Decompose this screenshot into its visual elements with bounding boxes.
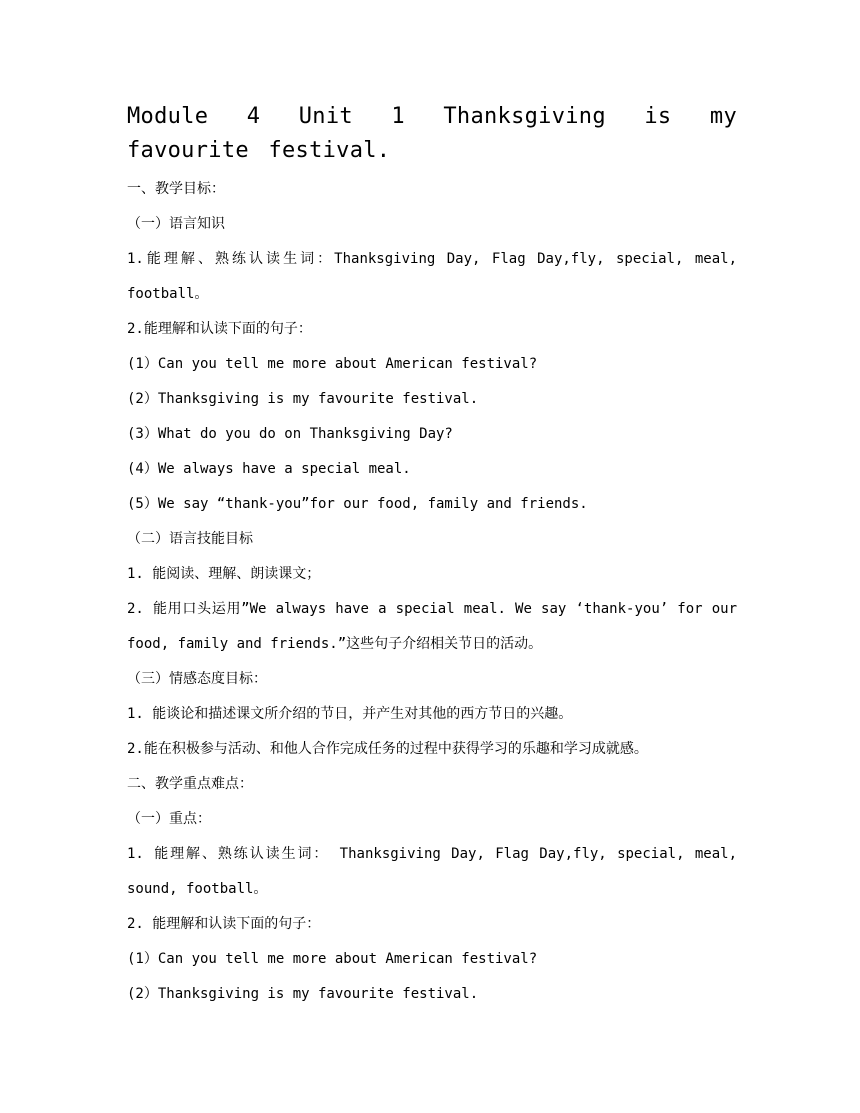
paragraph-line: 1.能理解、熟练认读生词：Thanksgiving Day, Flag Day,fly, special, meal, (127, 251, 737, 267)
paragraph-line: food, family and friends.”这些句子介绍相关节日的活动。 (127, 636, 543, 652)
paragraph-line: 2.能理解和认读下面的句子： (127, 321, 312, 337)
sentence-item: (1）Can you tell me more about American festival? (127, 951, 538, 967)
paragraph-line: 2.能在积极参与活动、和他人合作完成任务的过程中获得学习的乐趣和学习成就感。 (127, 741, 648, 757)
paragraph-line: 2. 能理解和认读下面的句子： (127, 916, 321, 932)
sentence-item: (2）Thanksgiving is my favourite festival. (127, 391, 479, 407)
subsection-heading: （一）语言知识 (127, 216, 225, 232)
subsection-heading: （三）情感态度目标： (127, 671, 267, 687)
paragraph-line: football。 (127, 286, 209, 302)
section-heading: 二、教学重点难点： (127, 776, 253, 792)
paragraph-line: 1. 能谈论和描述课文所介绍的节日，并产生对其他的西方节日的兴趣。 (127, 706, 573, 722)
document-title: Module 4 Unit 1 Thanksgiving is my favourite festival. (127, 104, 737, 163)
section-heading: 一、教学目标： (127, 181, 225, 197)
subsection-heading: （一）重点： (127, 811, 211, 827)
sentence-item: (2）Thanksgiving is my favourite festival. (127, 986, 479, 1002)
subsection-heading: （二）语言技能目标 (127, 531, 253, 547)
sentence-item: (1）Can you tell me more about American festival? (127, 356, 538, 372)
sentence-item: (4）We always have a special meal. (127, 461, 411, 477)
paragraph-line: 2. 能用口头运用”We always have a special meal. We say ‘thank-you’ for our (127, 601, 737, 617)
sentence-item: (3）What do you do on Thanksgiving Day? (127, 426, 453, 442)
sentence-item: (5）We say “thank-you”for our food, family and friends. (127, 496, 588, 512)
document-page (127, 100, 737, 1012)
paragraph-line: 1. 能理解、熟练认读生词： Thanksgiving Day, Flag Day,fly, special, meal, (127, 846, 737, 862)
paragraph-line: sound, football。 (127, 881, 268, 897)
paragraph-line: 1. 能阅读、理解、朗读课文； (127, 566, 321, 582)
